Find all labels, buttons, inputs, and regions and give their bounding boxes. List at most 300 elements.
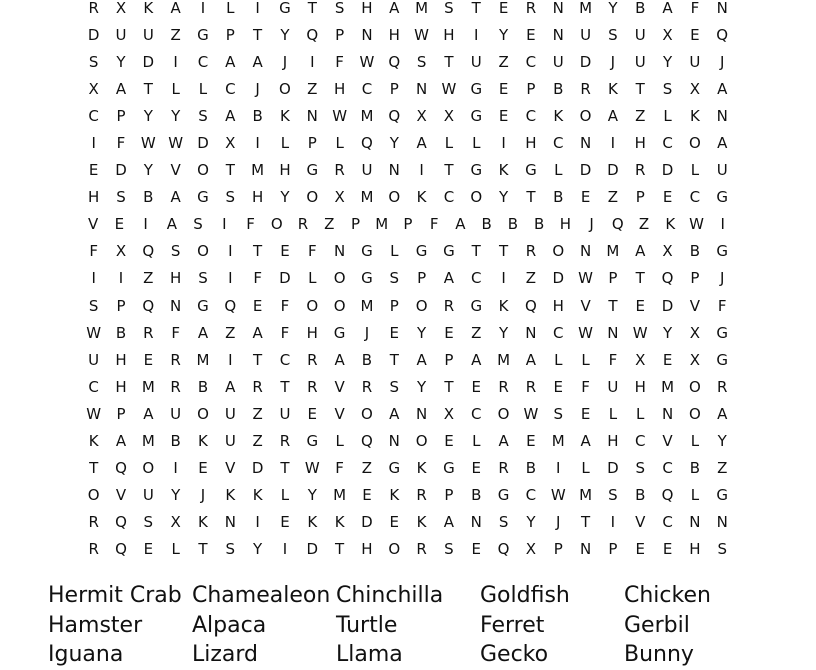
grid-letter[interactable]: Q [142,242,155,261]
grid-letter[interactable]: Z [607,188,619,207]
grid-letter[interactable]: S [498,513,509,532]
grid-letter[interactable]: Y [499,188,509,207]
grid-letter[interactable]: G [470,161,483,180]
grid-letter[interactable]: T [471,242,481,261]
grid-letter[interactable]: U [224,404,236,423]
grid-letter[interactable]: D [251,459,264,478]
grid-letter[interactable]: O [388,540,401,559]
grid-letter[interactable]: L [690,486,700,505]
grid-letter[interactable]: K [307,513,318,532]
grid-letter[interactable]: R [498,459,509,478]
grid-letter[interactable]: E [280,513,290,532]
grid-letter[interactable]: H [251,188,264,207]
grid-letter[interactable]: C [634,432,646,451]
grid-letter[interactable]: N [525,323,537,342]
grid-letter[interactable]: G [415,242,428,261]
grid-letter[interactable]: K [143,0,154,17]
grid-letter[interactable]: N [716,513,728,532]
grid-letter[interactable]: K [689,106,700,125]
grid-letter[interactable]: S [88,296,99,315]
grid-letter[interactable]: D [661,296,674,315]
grid-letter[interactable]: P [526,79,536,98]
grid-letter[interactable]: B [197,377,209,396]
grid-letter[interactable]: U [634,52,646,71]
grid-letter[interactable]: Q [361,134,373,153]
grid-letter[interactable]: C [88,377,99,396]
grid-letter[interactable]: S [717,540,727,559]
grid-letter[interactable]: M [196,350,210,369]
grid-letter[interactable]: Y [717,432,727,451]
grid-letter[interactable]: S [389,377,400,396]
grid-letter[interactable]: U [580,25,592,44]
grid-letter[interactable]: S [88,52,99,71]
grid-letter[interactable]: P [403,215,413,234]
grid-letter[interactable]: E [389,323,400,342]
grid-letter[interactable]: E [471,459,481,478]
grid-letter[interactable]: L [608,404,618,423]
grid-letter[interactable]: J [719,269,725,288]
grid-letter[interactable]: W [550,486,566,505]
grid-letter[interactable]: O [333,269,346,288]
grid-letter[interactable]: U [634,25,646,44]
grid-letter[interactable]: M [579,0,593,17]
grid-letter[interactable]: S [662,79,673,98]
grid-letter[interactable]: G [443,459,455,478]
grid-letter[interactable]: Q [661,486,674,505]
grid-letter[interactable]: H [306,323,318,342]
grid-letter[interactable]: G [470,79,483,98]
grid-letter[interactable]: S [225,540,236,559]
grid-letter[interactable]: I [200,0,206,17]
grid-letter[interactable]: E [307,404,318,423]
grid-letter[interactable]: W [578,323,593,342]
grid-letter[interactable]: R [525,0,537,17]
grid-letter[interactable]: N [579,540,592,559]
grid-letter[interactable]: T [253,350,263,369]
grid-letter[interactable]: O [87,486,100,505]
grid-letter[interactable]: I [173,459,178,478]
grid-letter[interactable]: G [497,486,510,505]
grid-letter[interactable]: N [579,134,592,153]
grid-letter[interactable]: Y [499,25,509,44]
grid-letter[interactable]: N [716,106,728,125]
grid-letter[interactable]: P [116,296,126,315]
grid-letter[interactable]: H [525,134,537,153]
grid-letter[interactable]: X [170,513,181,532]
grid-letter[interactable]: A [416,134,427,153]
grid-letter[interactable]: X [225,134,236,153]
grid-letter[interactable]: K [498,161,509,180]
grid-letter[interactable]: H [443,25,455,44]
grid-letter[interactable]: F [608,350,618,369]
grid-letter[interactable]: N [579,242,592,261]
grid-letter[interactable]: B [553,79,564,98]
grid-letter[interactable]: X [689,79,701,98]
grid-letter[interactable]: T [253,25,263,44]
grid-letter[interactable]: U [470,52,482,71]
grid-letter[interactable]: B [689,459,701,478]
grid-letter[interactable]: W [168,134,184,153]
grid-letter[interactable]: A [498,432,509,451]
grid-letter[interactable]: J [364,323,370,342]
grid-letter[interactable]: E [471,377,481,396]
grid-letter[interactable]: C [361,79,373,98]
grid-letter[interactable]: A [389,404,400,423]
grid-letter[interactable]: G [197,25,209,44]
grid-letter[interactable]: C [662,459,673,478]
grid-letter[interactable]: X [662,25,673,44]
grid-letter[interactable]: A [166,215,177,234]
grid-letter[interactable]: P [335,25,345,44]
grid-letter[interactable]: Q [525,296,537,315]
grid-letter[interactable]: Q [115,513,127,532]
grid-letter[interactable]: I [91,134,96,153]
grid-letter[interactable]: T [608,296,618,315]
grid-letter[interactable]: I [118,269,124,288]
grid-letter[interactable]: Z [635,106,646,125]
grid-letter[interactable]: Y [280,25,290,44]
grid-letter[interactable]: F [717,296,727,315]
grid-letter[interactable]: I [173,52,178,71]
grid-letter[interactable]: O [497,404,510,423]
grid-letter[interactable]: G [716,188,729,207]
grid-letter[interactable]: G [306,161,319,180]
grid-letter[interactable]: N [552,0,564,17]
grid-letter[interactable]: A [455,215,466,234]
grid-letter[interactable]: M [415,0,429,17]
grid-letter[interactable]: R [143,323,154,342]
grid-letter[interactable]: I [282,540,288,559]
grid-letter[interactable]: R [525,242,537,261]
grid-letter[interactable]: C [553,323,564,342]
grid-letter[interactable]: U [115,25,127,44]
grid-letter[interactable]: T [580,513,591,532]
grid-letter[interactable]: V [334,404,345,423]
grid-letter[interactable]: N [361,25,373,44]
grid-letter[interactable]: W [578,269,593,288]
grid-letter[interactable]: O [306,188,319,207]
grid-letter[interactable]: A [717,134,728,153]
grid-letter[interactable]: L [554,161,563,180]
grid-letter[interactable]: C [525,106,537,125]
grid-letter[interactable]: S [334,0,345,17]
grid-letter[interactable]: X [443,106,455,125]
grid-letter[interactable]: O [579,106,592,125]
grid-letter[interactable]: Z [361,459,373,478]
grid-letter[interactable]: E [389,513,400,532]
grid-letter[interactable]: Q [115,540,127,559]
grid-letter[interactable]: O [688,134,701,153]
grid-letter[interactable]: Y [171,106,181,125]
grid-letter[interactable]: J [610,52,616,71]
grid-letter[interactable]: Q [611,215,624,234]
grid-letter[interactable]: S [444,0,454,17]
grid-letter[interactable]: D [306,540,319,559]
grid-letter[interactable]: Z [324,215,335,234]
grid-letter[interactable]: V [580,296,591,315]
grid-letter[interactable]: H [689,540,701,559]
grid-letter[interactable]: H [361,540,373,559]
grid-letter[interactable]: P [608,269,618,288]
grid-letter[interactable]: C [88,106,99,125]
grid-letter[interactable]: N [552,25,564,44]
grid-letter[interactable]: K [88,432,99,451]
grid-letter[interactable]: H [634,377,646,396]
grid-letter[interactable]: R [525,377,537,396]
grid-letter[interactable]: A [607,106,619,125]
grid-letter[interactable]: L [636,404,645,423]
grid-letter[interactable]: T [280,377,290,396]
grid-letter[interactable]: L [280,134,290,153]
grid-letter[interactable]: T [444,161,454,180]
grid-letter[interactable]: A [334,350,345,369]
grid-letter[interactable]: W [332,106,348,125]
grid-letter[interactable]: Y [280,188,290,207]
grid-letter[interactable]: N [415,79,428,98]
grid-letter[interactable]: L [444,134,454,153]
grid-letter[interactable]: C [225,79,236,98]
grid-letter[interactable]: Q [388,106,401,125]
grid-letter[interactable]: J [719,52,725,71]
grid-letter[interactable]: I [419,161,424,180]
grid-letter[interactable]: W [689,215,704,234]
grid-letter[interactable]: I [501,134,506,153]
grid-letter[interactable]: P [225,25,235,44]
grid-letter[interactable]: Y [143,106,153,125]
grid-letter[interactable]: D [579,52,592,71]
grid-letter[interactable]: I [556,459,561,478]
grid-letter[interactable]: P [608,540,618,559]
grid-letter[interactable]: A [170,0,181,17]
grid-letter[interactable]: P [116,106,126,125]
grid-letter[interactable]: F [171,323,180,342]
grid-letter[interactable]: X [416,106,427,125]
grid-letter[interactable]: R [361,377,373,396]
grid-letter[interactable]: W [441,79,457,98]
grid-letter[interactable]: H [170,269,182,288]
grid-letter[interactable]: M [661,377,675,396]
grid-letter[interactable]: M [360,296,374,315]
grid-letter[interactable]: Z [170,25,181,44]
grid-letter[interactable]: A [252,52,263,71]
grid-letter[interactable]: Q [716,25,729,44]
grid-letter[interactable]: N [170,296,182,315]
grid-letter[interactable]: M [551,432,565,451]
grid-letter[interactable]: G [716,323,729,342]
grid-letter[interactable]: O [415,296,428,315]
grid-letter[interactable]: F [89,242,98,261]
grid-letter[interactable]: T [635,79,645,98]
grid-letter[interactable]: I [91,269,96,288]
grid-letter[interactable]: G [443,242,455,261]
grid-letter[interactable]: A [197,323,209,342]
grid-letter[interactable]: I [228,350,233,369]
grid-letter[interactable]: P [389,79,399,98]
grid-letter[interactable]: R [88,0,99,17]
grid-letter[interactable]: R [170,377,181,396]
grid-letter[interactable]: G [333,323,346,342]
grid-letter[interactable]: P [444,350,454,369]
grid-letter[interactable]: E [362,486,372,505]
grid-letter[interactable]: Y [526,513,536,532]
grid-letter[interactable]: F [690,0,700,17]
grid-letter[interactable]: G [470,106,483,125]
grid-letter[interactable]: O [197,161,209,180]
grid-letter[interactable]: E [471,540,481,559]
grid-letter[interactable]: M [497,350,511,369]
grid-letter[interactable]: R [88,540,99,559]
grid-letter[interactable]: K [334,513,345,532]
grid-letter[interactable]: F [280,296,290,315]
grid-letter[interactable]: X [635,350,646,369]
grid-letter[interactable]: K [607,79,618,98]
grid-letter[interactable]: H [552,296,564,315]
grid-letter[interactable]: P [417,269,427,288]
grid-letter[interactable]: A [170,188,181,207]
grid-letter[interactable]: E [143,350,154,369]
grid-letter[interactable]: E [498,106,509,125]
grid-letter[interactable]: L [171,540,180,559]
grid-letter[interactable]: M [360,188,374,207]
grid-letter[interactable]: D [197,134,209,153]
grid-letter[interactable]: C [279,350,291,369]
grid-letter[interactable]: I [222,215,227,234]
grid-letter[interactable]: T [526,188,536,207]
grid-letter[interactable]: E [498,0,509,17]
grid-letter[interactable]: L [171,79,180,98]
grid-letter[interactable]: R [307,377,318,396]
grid-letter[interactable]: F [280,323,290,342]
grid-letter[interactable]: C [197,52,209,71]
grid-letter[interactable]: Q [224,296,237,315]
grid-letter[interactable]: Q [388,52,401,71]
grid-letter[interactable]: Y [608,0,618,17]
grid-letter[interactable]: I [255,513,260,532]
grid-letter[interactable]: E [252,296,263,315]
grid-letter[interactable]: U [224,432,236,451]
grid-letter[interactable]: W [359,52,375,71]
grid-letter[interactable]: C [471,404,482,423]
grid-letter[interactable]: H [607,432,619,451]
grid-letter[interactable]: O [470,188,483,207]
grid-letter[interactable]: S [193,215,203,234]
grid-letter[interactable]: N [388,161,400,180]
grid-letter[interactable]: T [635,269,645,288]
grid-letter[interactable]: N [224,513,236,532]
grid-letter[interactable]: T [471,0,481,17]
grid-letter[interactable]: R [635,161,646,180]
grid-letter[interactable]: Q [497,540,510,559]
grid-letter[interactable]: I [228,242,233,261]
grid-letter[interactable]: R [252,377,263,396]
grid-letter[interactable]: U [279,404,291,423]
grid-letter[interactable]: M [579,486,593,505]
grid-letter[interactable]: G [279,0,291,17]
grid-letter[interactable]: X [689,323,701,342]
grid-letter[interactable]: E [662,540,673,559]
grid-letter[interactable]: D [607,459,619,478]
grid-letter[interactable]: I [143,215,148,234]
grid-letter[interactable]: X [334,188,345,207]
grid-letter[interactable]: T [307,0,317,17]
grid-letter[interactable]: P [690,269,700,288]
grid-letter[interactable]: Q [306,25,319,44]
grid-letter[interactable]: E [662,188,673,207]
grid-letter[interactable]: N [306,106,318,125]
grid-letter[interactable]: Z [498,52,509,71]
grid-letter[interactable]: Z [143,269,154,288]
grid-letter[interactable]: J [255,79,260,98]
grid-letter[interactable]: D [661,161,674,180]
grid-letter[interactable]: N [334,242,346,261]
grid-letter[interactable]: R [170,350,181,369]
grid-letter[interactable]: I [610,513,616,532]
grid-letter[interactable]: E [553,377,563,396]
grid-letter[interactable]: Y [116,52,126,71]
grid-letter[interactable]: C [525,52,537,71]
grid-letter[interactable]: I [474,25,479,44]
grid-letter[interactable]: Y [307,486,317,505]
grid-letter[interactable]: U [361,161,373,180]
grid-letter[interactable]: T [389,350,399,369]
grid-letter[interactable]: R [88,513,99,532]
grid-letter[interactable]: D [142,52,155,71]
grid-letter[interactable]: A [443,269,455,288]
grid-letter[interactable]: F [116,134,126,153]
grid-letter[interactable]: N [415,404,428,423]
grid-letter[interactable]: B [533,215,545,234]
grid-letter[interactable]: L [663,106,672,125]
grid-letter[interactable]: E [580,404,591,423]
grid-letter[interactable]: A [225,377,236,396]
grid-letter[interactable]: G [716,486,729,505]
grid-letter[interactable]: A [143,404,154,423]
grid-letter[interactable]: F [335,52,344,71]
grid-letter[interactable]: K [389,486,400,505]
grid-letter[interactable]: V [635,513,646,532]
grid-letter[interactable]: P [350,215,360,234]
grid-letter[interactable]: K [198,513,208,532]
grid-letter[interactable]: W [140,134,156,153]
grid-letter[interactable]: Q [115,459,127,478]
grid-letter[interactable]: L [554,350,563,369]
grid-letter[interactable]: H [115,350,127,369]
grid-letter[interactable]: R [443,296,455,315]
grid-letter[interactable]: T [280,459,290,478]
grid-letter[interactable]: F [429,215,439,234]
grid-letter[interactable]: H [388,25,400,44]
grid-letter[interactable]: O [306,296,319,315]
grid-letter[interactable]: E [280,242,290,261]
grid-letter[interactable]: E [635,540,645,559]
grid-letter[interactable]: V [689,296,701,315]
grid-letter[interactable]: V [87,215,99,234]
grid-letter[interactable]: A [471,350,482,369]
grid-letter[interactable]: B [170,432,181,451]
grid-letter[interactable]: S [608,25,618,44]
grid-letter[interactable]: Z [471,323,482,342]
grid-letter[interactable]: A [252,323,263,342]
grid-letter[interactable]: O [142,459,155,478]
grid-letter[interactable]: A [717,404,728,423]
grid-letter[interactable]: A [389,0,400,17]
grid-letter[interactable]: W [632,323,648,342]
grid-letter[interactable]: K [225,486,236,505]
grid-letter[interactable]: G [388,459,401,478]
grid-letter[interactable]: L [472,134,481,153]
grid-letter[interactable]: V [662,432,673,451]
grid-letter[interactable]: K [665,215,676,234]
